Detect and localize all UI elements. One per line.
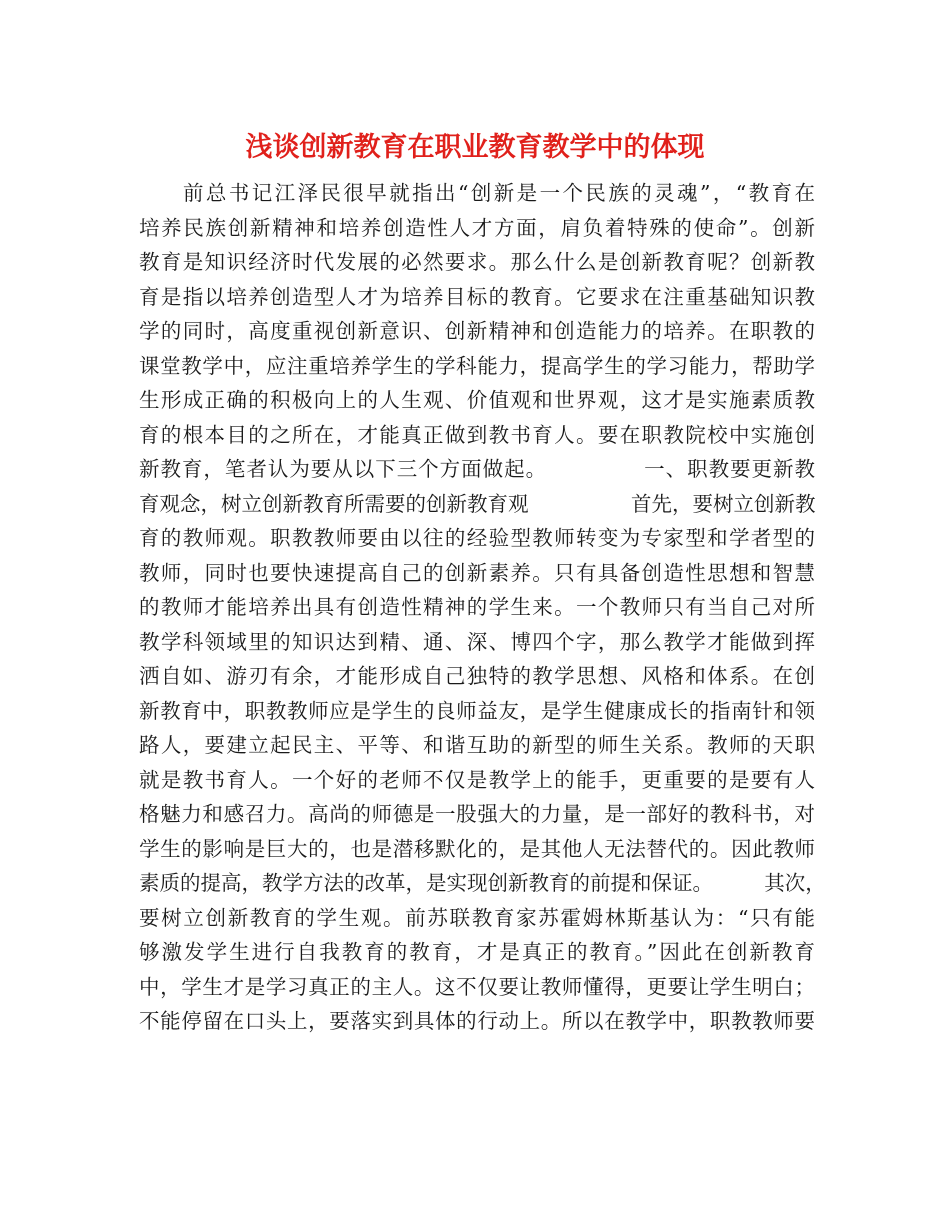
paragraph-line: 够激发学生进行自我教育的教育，才是真正的教育。”因此在创新教育 xyxy=(139,940,815,964)
paragraph-line: 前总书记江泽民很早就指出“创新是一个民族的灵魂”，“教育在 xyxy=(183,181,815,205)
paragraph-line: 教师，同时也要快速提高自己的创新素养。只有具备创造性思想和智慧 xyxy=(139,560,815,585)
paragraph-line: 育的根本目的之所在，才能真正做到教书育人。要在职教院校中实施创 xyxy=(139,422,815,447)
paragraph-line: 不能停留在口头上，要落实到具体的行动上。所以在教学中，职教教师要 xyxy=(139,1009,815,1033)
paragraph-line: 路人，要建立起民主、平等、和谐互助的新型的师生关系。教师的天职 xyxy=(139,733,815,757)
paragraph-line: 的教师才能培养出具有创造性精神的学生来。一个教师只有当自己对所 xyxy=(139,595,815,619)
paragraph-line: 培养民族创新精神和培养创造性人才方面，肩负着特殊的使命”。创新 xyxy=(139,215,815,240)
paragraph-line: 生形成正确的积极向上的人生观、价值观和世界观，这才是实施素质教 xyxy=(139,388,815,412)
paragraph-line: 素质的提高，教学方法的改革，是实现创新教育的前提和保证。 其次， xyxy=(139,871,826,895)
paragraph-line: 学的同时，高度重视创新意识、创新精神和创造能力的培养。在职教的 xyxy=(139,319,815,343)
paragraph-line: 就是教书育人。一个好的老师不仅是教学上的能手，更重要的是要有人 xyxy=(139,767,815,792)
paragraph-line: 洒自如、游刃有余，才能形成自己独特的教学思想、风格和体系。在创 xyxy=(139,664,815,688)
paragraph-line: 课堂教学中，应注重培养学生的学科能力，提高学生的学习能力，帮助学 xyxy=(139,353,815,378)
paragraph-line: 新教育，笔者认为要从以下三个方面做起。 一、职教要更新教 xyxy=(139,457,815,481)
document-title: 浅谈创新教育在职业教育教学中的体现 xyxy=(245,132,705,163)
paragraph-line: 格魅力和感召力。高尚的师德是一股强大的力量，是一部好的教科书，对 xyxy=(139,802,815,826)
paragraph-line: 新教育中，职教教师应是学生的良师益友，是学生健康成长的指南针和领 xyxy=(139,698,815,723)
paragraph-line: 要树立创新教育的学生观。前苏联教育家苏霍姆林斯基认为：“只有能 xyxy=(139,905,815,930)
paragraph-line: 育的教师观。职教教师要由以往的经验型教师转变为专家型和学者型的 xyxy=(139,526,815,550)
document-body xyxy=(139,176,826,1039)
paragraph-line: 学生的影响是巨大的，也是潜移默化的，是其他人无法替代的。因此教师 xyxy=(139,836,815,861)
paragraph-line: 教育是知识经济时代发展的必然要求。那么什么是创新教育呢？创新教 xyxy=(139,250,815,274)
paragraph-line: 育观念，树立创新教育所需要的创新教育观 首先，要树立创新教 xyxy=(139,491,816,516)
paragraph-line: 教学科领域里的知识达到精、通、深、博四个字，那么教学才能做到挥 xyxy=(139,629,815,654)
paragraph-line: 育是指以培养创造型人才为培养目标的教育。它要求在注重基础知识教 xyxy=(139,284,815,309)
paragraph-line: 中，学生才是学习真正的主人。这不仅要让教师懂得，更要让学生明白； xyxy=(139,974,815,999)
